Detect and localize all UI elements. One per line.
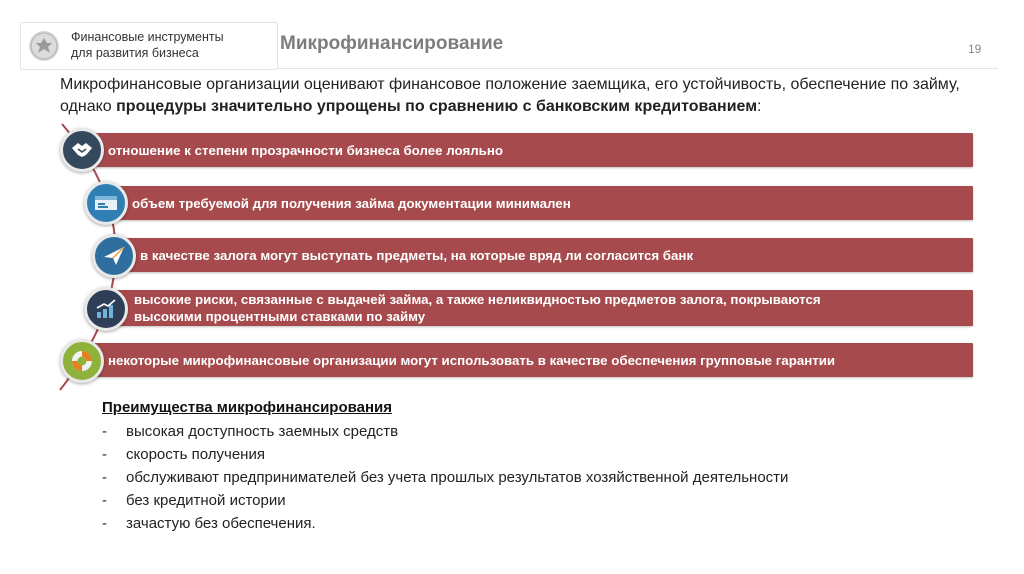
list-item bbox=[102, 512, 788, 535]
list-item-text: обслуживают предпринимателей без учета прошлых результатов хозяйственной деятельности bbox=[126, 469, 789, 486]
list-dash: - bbox=[102, 492, 107, 509]
intro-text: Микрофинансовые организации оценивают финансовое положение заемщика, его устойчивость, обеспечение по займу, однако bbox=[60, 76, 960, 115]
intro-bold-text: процедуры значительно упрощены по сравнению с банковским кредитованием bbox=[116, 98, 758, 115]
list-item bbox=[102, 420, 788, 443]
list-item bbox=[102, 443, 788, 466]
document-icon bbox=[84, 181, 128, 225]
list-dash: - bbox=[102, 423, 107, 440]
handshake-icon bbox=[60, 128, 104, 172]
growth-chart-icon bbox=[84, 287, 128, 331]
list-dash: - bbox=[102, 515, 107, 532]
feature-bar-3 bbox=[118, 238, 973, 272]
list-dash: - bbox=[102, 446, 107, 463]
feature-bar-4 bbox=[108, 290, 973, 326]
list-item bbox=[102, 466, 788, 489]
feature-bar-2 bbox=[108, 186, 973, 220]
list-item-text: скорость получения bbox=[126, 446, 265, 463]
feature-bar-1 bbox=[84, 133, 973, 167]
list-item-text: без кредитной истории bbox=[126, 492, 286, 509]
feature-label-1: отношение к степени прозрачности бизнеса более лояльно bbox=[108, 142, 503, 158]
feature-label-5: некоторые микрофинансовые организации могут использовать в качестве обеспечения групповые гарантии bbox=[108, 352, 836, 368]
lifebuoy-icon bbox=[60, 339, 104, 383]
page-number: 19 bbox=[968, 42, 982, 56]
feature-label-3: в качестве залога могут выступать предметы, на которые вряд ли согласится банк bbox=[140, 247, 694, 263]
list-dash: - bbox=[102, 469, 107, 486]
feature-label-4b: высокими процентными ставками по займу bbox=[134, 309, 426, 324]
header-subtitle-line2: для развития бизнеса bbox=[71, 46, 199, 60]
list-item bbox=[102, 489, 788, 512]
list-item-text: зачастую без обеспечения. bbox=[126, 515, 316, 532]
intro-end: : bbox=[757, 98, 762, 115]
header-subtitle-line1: Финансовые инструменты bbox=[71, 30, 224, 44]
advantages-title: Преимущества микрофинансирования bbox=[102, 399, 393, 416]
paper-plane-icon bbox=[92, 234, 136, 278]
slide-title: Микрофинансирование bbox=[280, 33, 504, 54]
advantages-list bbox=[102, 420, 788, 535]
feature-bar-5 bbox=[84, 343, 973, 377]
feature-label-2: объем требуемой для получения займа документации минимален bbox=[132, 195, 571, 211]
list-item-text: высокая доступность заемных средств bbox=[126, 423, 399, 440]
feature-label-4a: высокие риски, связанные с выдачей займа, а также неликвидностью предметов залога, покрываются bbox=[134, 292, 821, 307]
